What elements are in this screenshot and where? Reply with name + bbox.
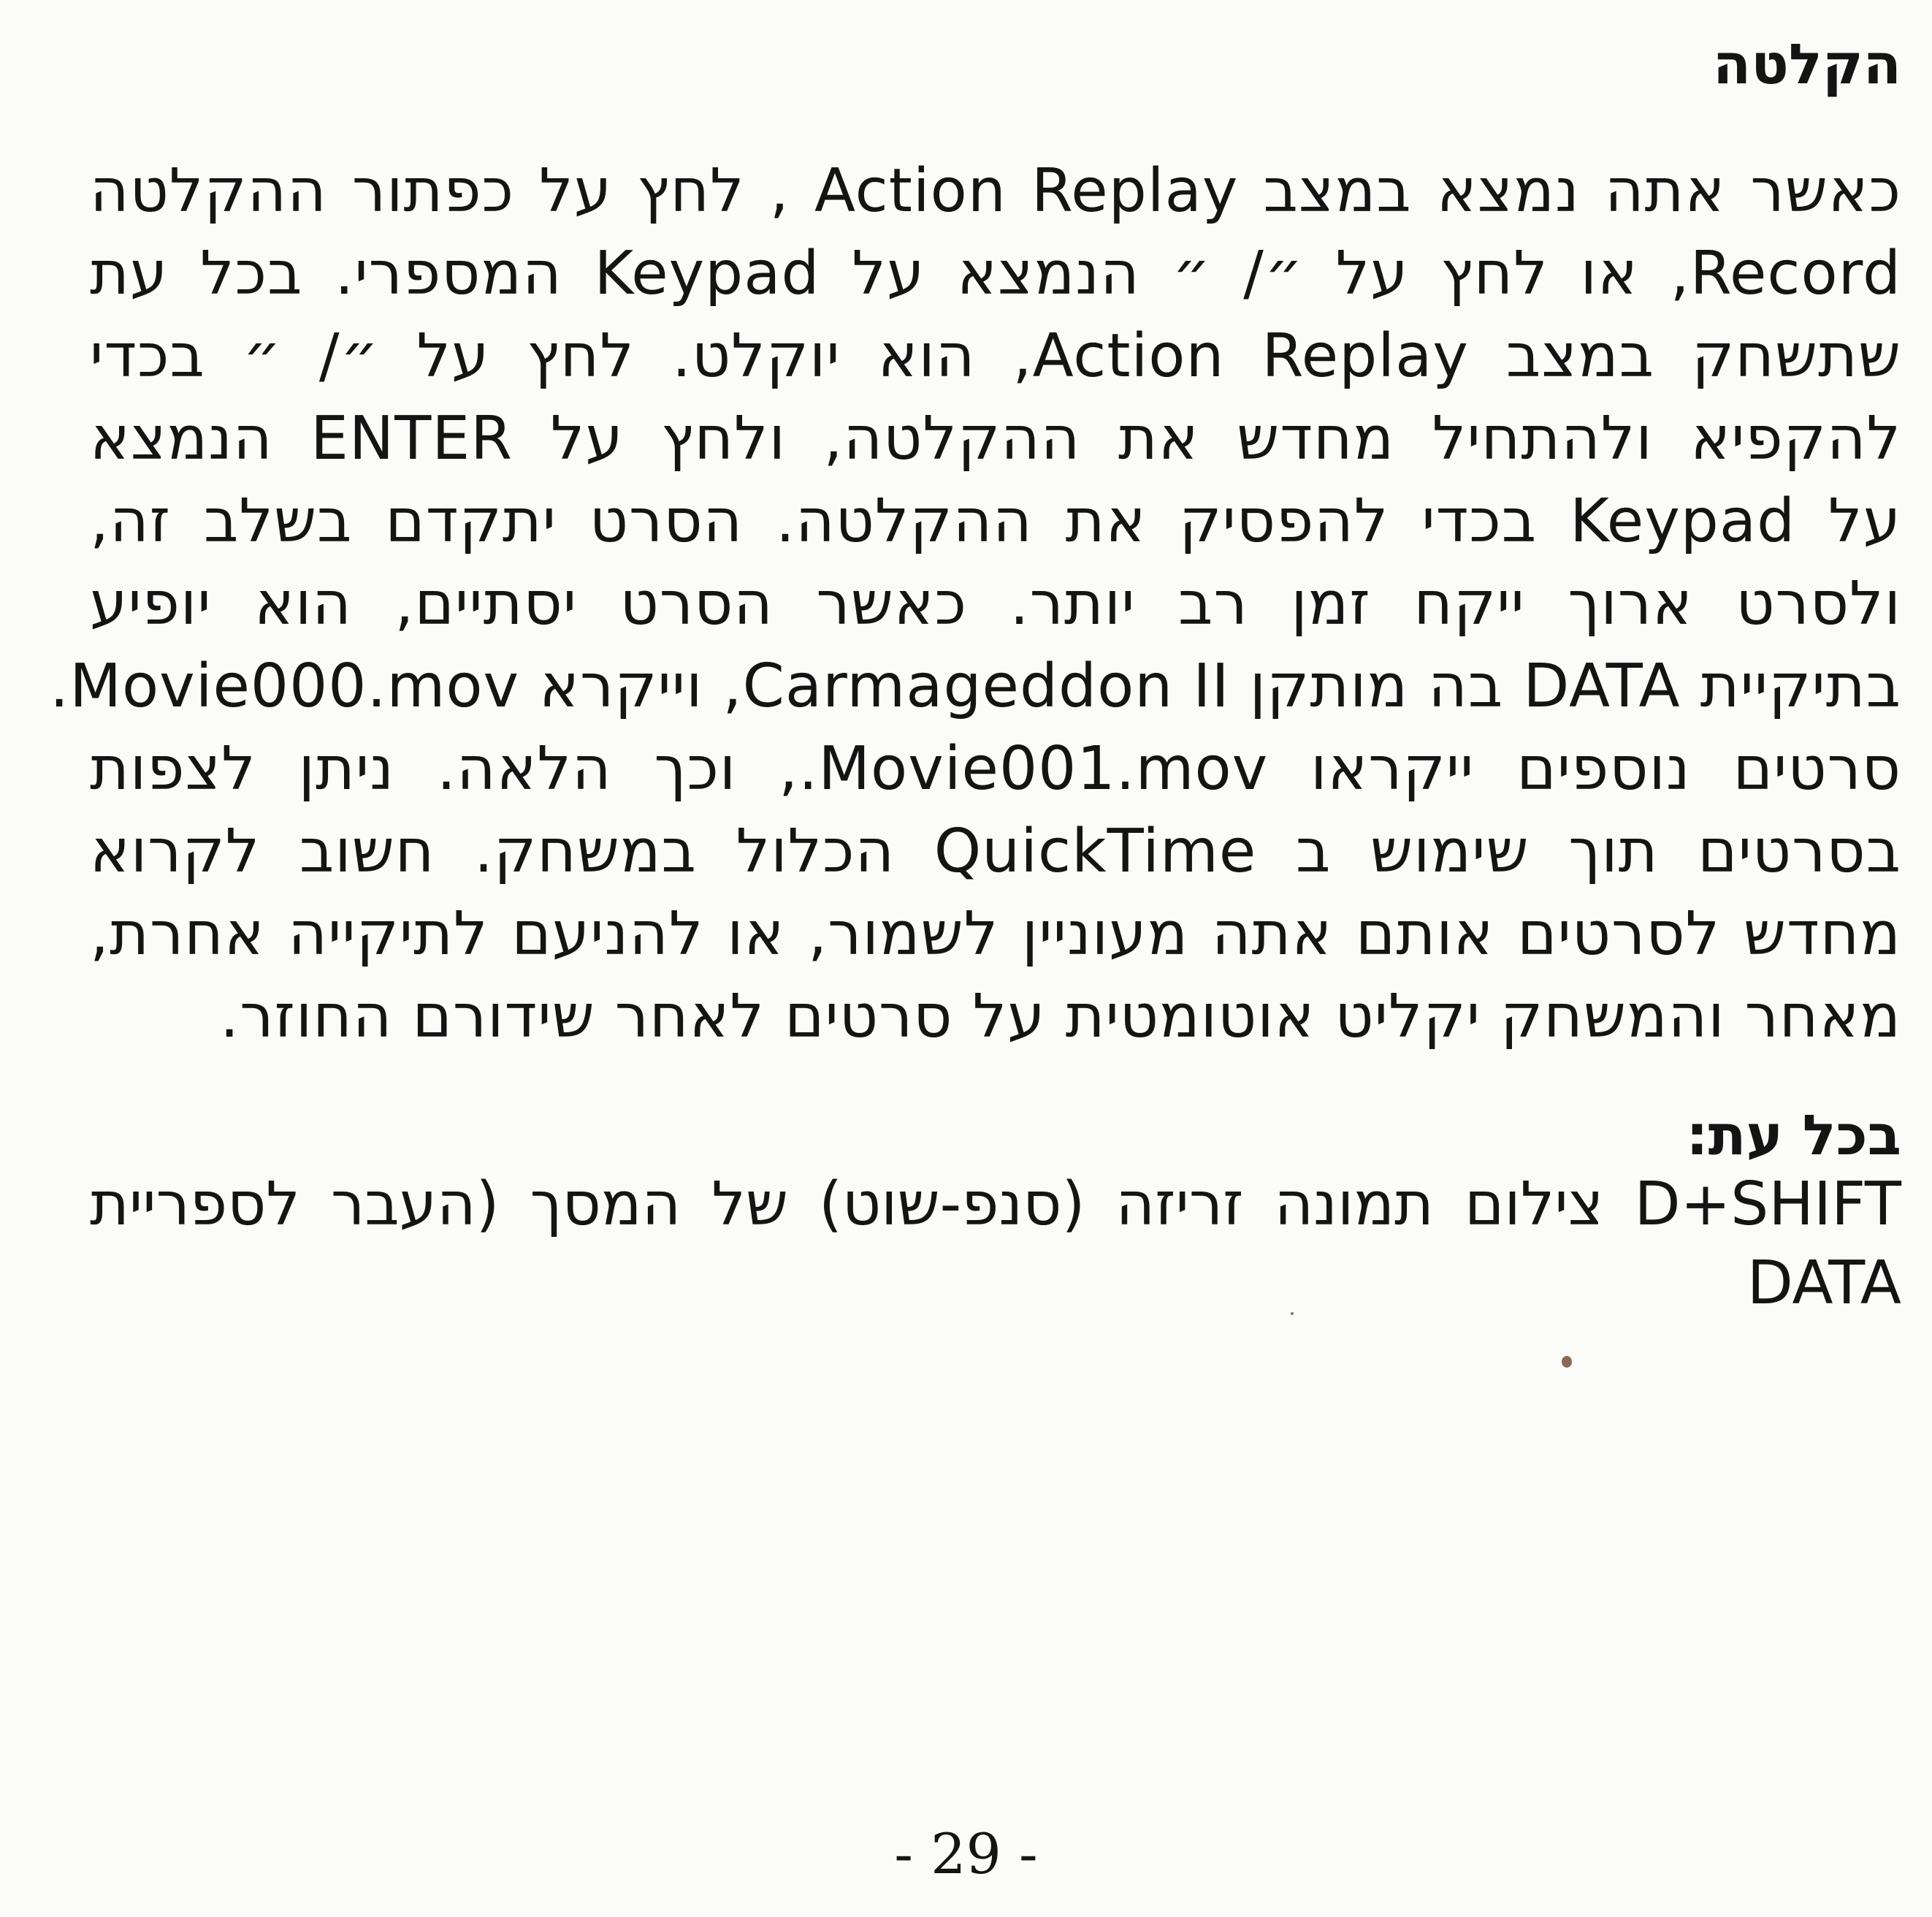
paragraph-line: להקפיא ולהתחיל מחדש את ההקלטה, ולחץ על ENTER הנמצא [90, 404, 1901, 473]
shortcut-line: DATA [1746, 1249, 1901, 1318]
scan-speck [1291, 1312, 1294, 1315]
paragraph-line: על Keypad בכדי להפסיק את ההקלטה. הסרט יתקדם בשלב זה, [90, 487, 1901, 556]
paragraph-line: ולסרט ארוך ייקח זמן רב יותר. כאשר הסרט יסתיים, הוא יופיע [90, 569, 1901, 639]
paragraph-line: שתשחק במצב Action Replay, הוא יוקלט. לחץ על ״/ ״ בכדי [90, 321, 1902, 391]
paragraph-line: מאחר והמשחק יקליט אוטומטית על סרטים לאחר שידורם החוזר. [220, 982, 1901, 1051]
section-subtitle: בכל עת: [1686, 1102, 1901, 1167]
paragraph-line: מחדש לסרטים אותם אתה מעוניין לשמור, או להניעם לתיקייה אחרת, [90, 899, 1901, 969]
paragraph-line: בסרטים תוך שימוש ב QuickTime הכלול במשחק. חשוב לקרוא [90, 817, 1902, 886]
scan-speck [1562, 1356, 1572, 1368]
body-paragraph [50, 150, 1902, 1058]
paragraph-line: סרטים נוספים ייקראו Movie001.mov., וכך הלאה. ניתן לצפות [90, 734, 1901, 804]
paragraph-line: בתיקיית DATA בה מותקן Carmageddon II, וייקרא Movie000.mov. [50, 652, 1901, 721]
paragraph-line: Record, או לחץ על ״/ ״ הנמצא על Keypad המספרי. בכל עת [90, 239, 1902, 308]
section-title: הקלטה [1713, 31, 1901, 96]
paragraph-line: כאשר אתה נמצא במצב Action Replay , לחץ על כפתור ההקלטה [90, 156, 1901, 226]
page-number: - 29 - [894, 1821, 1038, 1886]
shortcut-description [90, 1165, 1901, 1323]
shortcut-line: D+SHIFT צילום תמונה זריזה (סנפ-שוט) של המסך (העבר לספריית [90, 1170, 1901, 1239]
